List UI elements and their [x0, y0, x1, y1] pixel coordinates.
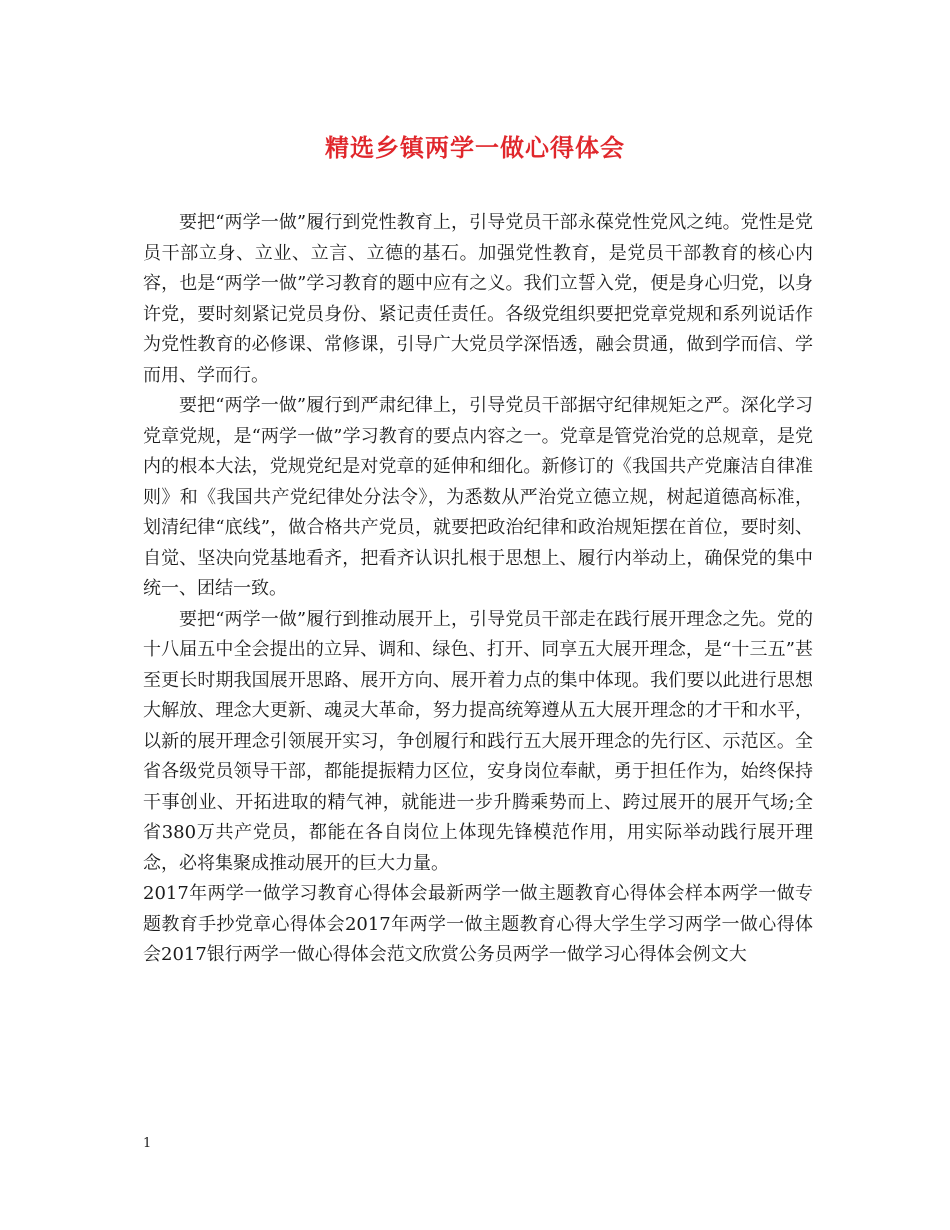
- body-paragraph-3: 要把“两学一做”履行到推动展开上，引导党员干部走在践行展开理念之先。党的十八届五中全会提出的立异、调和、绿色、打开、同享五大展开理念，是“十三五”甚至更长时期我国展开思路、展开方向、展开着力点的集中体现。我们要以此进行思想大解放、理念大更新、魂灵大革命，努力提高统筹遵从五大展开理念的才干和水平，以新的展开理念引领展开实习，争创履行和践行五大展开理念的先行区、示范区。全省各级党员领导干部，都能提振精力区位，安身岗位奉献，勇于担任作为，始终保持干事创业、开拓进取的精气神，就能进一步升腾乘势而上、跨过展开的展开气场;全省380万共产党员，都能在各自岗位上体现先锋模范作用，用实际举动践行展开理念，必将集聚成推动展开的巨大力量。: [143, 608, 813, 874]
- document-body: [143, 208, 813, 971]
- related-articles-text: 2017年两学一做学习教育心得体会最新两学一做主题教育心得体会样本两学一做专题教育手抄党章心得体会2017年两学一做主题教育心得大学生学习两学一做心得体会2017银行两学一做心得体会范文欣赏公务员两学一做学习心得体会例文大: [143, 883, 813, 965]
- page-number: 1: [143, 1136, 152, 1151]
- body-paragraph-1: 要把“两学一做”履行到党性教育上，引导党员干部永葆党性党风之纯。党性是党员干部立身、立业、立言、立德的基石。加强党性教育，是党员干部教育的核心内容，也是“两学一做”学习教育的题中应有之义。我们立誓入党，便是身心归党，以身许党，要时刻紧记党员身份、紧记责任责任。各级党组织要把党章党规和系列说话作为党性教育的必修课、常修课，引导广大党员学深悟透，融会贯通，做到学而信、学而用、学而行。: [143, 212, 813, 386]
- body-paragraph-2: 要把“两学一做”履行到严肃纪律上，引导党员干部据守纪律规矩之严。深化学习党章党规，是“两学一做”学习教育的要点内容之一。党章是管党治党的总规章，是党内的根本大法，党规党纪是对党章的延伸和细化。新修订的《我国共产党廉洁自律准则》和《我国共产党纪律处分法令》，为悉数从严治党立德立规，树起道德高标准，划清纪律“底线”，做合格共产党员，就要把政治纪律和政治规矩摆在首位，要时刻、自觉、坚决向党基地看齐，把看齐认识扎根于思想上、履行内举动上，确保党的集中统一、团结一致。: [143, 395, 813, 599]
- document-title: 精选乡镇两学一做心得体会: [325, 134, 625, 162]
